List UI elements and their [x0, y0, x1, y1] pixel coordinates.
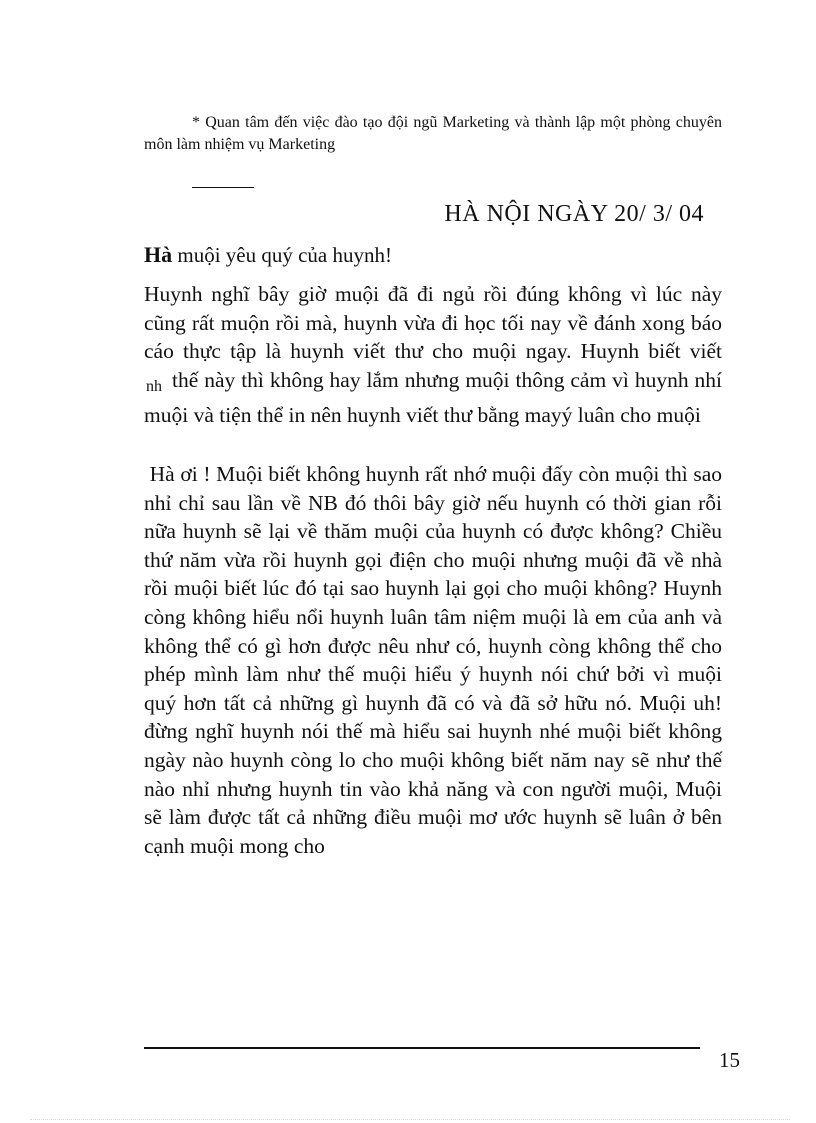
- salutation-text: muội yêu quý của huynh!: [172, 243, 392, 267]
- letter-paragraph-1: [144, 280, 722, 430]
- page-number: 15: [719, 1048, 740, 1072]
- intro-note: [144, 112, 722, 156]
- paragraph-1-text-b: thế này thì không hay lắm nhưng muội thông cảm vì huynh nhí muội và tiện thể in nên huynh viết thư bằng mayý luân cho muội: [144, 367, 722, 428]
- letter-paragraph-2: [144, 460, 722, 860]
- short-divider: [192, 187, 254, 188]
- page-edge-dotted-line: [30, 1119, 790, 1120]
- paragraph-1-subscript: nh: [146, 377, 162, 395]
- intro-note-text: * Quan tâm đến việc đào tạo đội ngũ Marketing và thành lập một phòng chuyên môn làm nhiệm vụ Marketing: [144, 114, 722, 153]
- salutation: [144, 240, 392, 270]
- salutation-bold-name: Hà: [144, 242, 173, 267]
- paragraph-1-text-a: Huynh nghĩ bây giờ muội đã đi ngủ rồi đúng không vì lúc này cũng rất muộn rồi mà, huynh vừa đi học tối nay về đánh xong báo cáo thực tập là huynh viết thư cho muội ngay. Huynh biết viết: [144, 282, 722, 364]
- footer-rule: [144, 1047, 700, 1049]
- date-heading: HÀ NỘI NGÀY 20/ 3/ 04: [444, 201, 704, 227]
- paragraph-2-text: Hà ơi ! Muội biết không huynh rất nhớ muội đấy còn muội thì sao nhỉ chỉ sau lần về NB đó thôi bây giờ nếu huynh có thời gian rỗi nữa huynh sẽ lại về thăm muội của huynh có được không? Chiều thứ năm vừa rồi huynh gọi điện cho muội nhưng muội đã về nhà rồi muội biết lúc đó tại sao huynh lại gọi cho muội không? Huynh còng không hiểu nổi huynh luân tâm niệm muội là em của anh và không thể có gì hơn được nêu như có, huynh còng không thể cho phép mình làm như thế muội hiểu ý huynh nói chứ bởi vì muội quý hơn tất cả những gì huynh đã có và đã sở hữu nó. Muội uh! đừng nghĩ huynh nói thế mà hiểu sai huynh nhé muội biết không ngày nào huynh còng lo cho muội không biết năm nay sẽ như thế nào nhỉ nhưng huynh tin vào khả năng và con người muội, Muội sẽ làm được tất cả những điều muội mơ ước huynh sẽ luân ở bên cạnh muội mong cho: [144, 462, 722, 858]
